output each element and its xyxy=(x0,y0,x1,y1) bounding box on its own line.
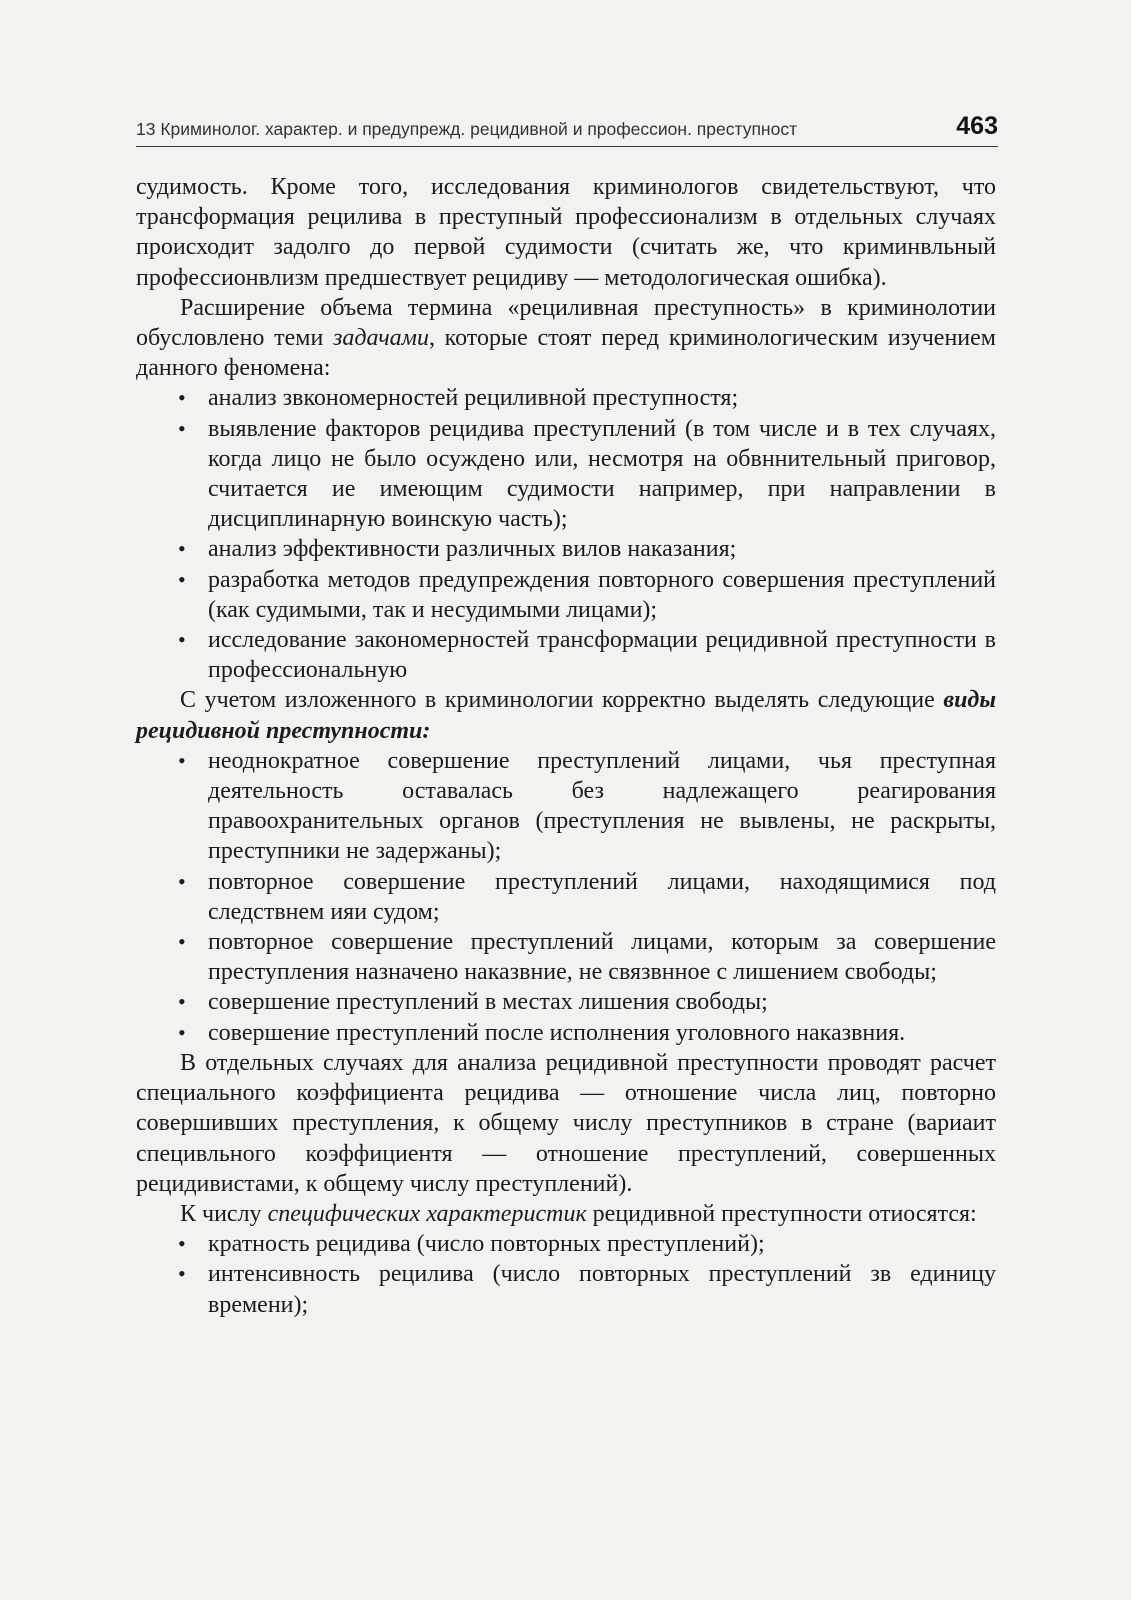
page-number: 463 xyxy=(956,112,998,140)
list-item xyxy=(178,1018,996,1048)
characteristics-list xyxy=(136,1229,996,1320)
bullet-icon: • xyxy=(178,868,186,894)
bullet-icon: • xyxy=(178,536,186,562)
list-item xyxy=(178,746,996,867)
list-item xyxy=(178,414,996,535)
bullet-icon: • xyxy=(178,1261,186,1287)
list-item xyxy=(178,867,996,927)
paragraph-5-text-a: К числу xyxy=(180,1200,268,1227)
running-head xyxy=(136,110,998,147)
list-item-text: интенсивность рецилива (число повторных преступлений зв единицу времени); xyxy=(208,1261,996,1318)
list-item xyxy=(178,625,996,685)
list-item-text: повторное совершение преступлений лицами, находящимися под следствнем ияи судом; xyxy=(208,868,996,925)
paragraph-2 xyxy=(136,293,996,384)
paragraph-1: судимость. Кроме того, исследования криминологов свидетельствуют, что трансформация рецилива в преступный профессионализм в отдельных случаях происходит задолго до первой судимости (считать же, что криминвльный профессионвлизм предшествует рецидиву — методологическая ошибка). xyxy=(136,174,996,291)
paragraph-5-text-b: рецидивной преступности отиосятся: xyxy=(586,1200,977,1227)
bullet-icon: • xyxy=(178,1019,186,1045)
bullet-icon: • xyxy=(178,747,186,773)
paragraph-5 xyxy=(136,1199,996,1229)
bullet-icon: • xyxy=(178,1231,186,1257)
list-item-text: исследование закономерностей трансформации рецидивной преступности в профессиональную xyxy=(208,627,996,684)
page-body xyxy=(136,172,996,1320)
list-item-text: анализ эффективности различных вилов наказания; xyxy=(208,536,737,563)
recidivism-types-list xyxy=(136,746,996,1048)
bullet-icon: • xyxy=(178,566,186,592)
bullet-icon: • xyxy=(178,929,186,955)
paragraph-2-text-b: , которые стоят перед криминологическим изучением данного феномена: xyxy=(136,325,996,382)
list-item xyxy=(178,1229,996,1259)
list-item xyxy=(178,534,996,564)
list-item xyxy=(178,383,996,413)
list-item-text: кратность рецидива (число повторных преступлений); xyxy=(208,1231,765,1258)
list-item-text: неоднократное совершение преступлений лицами, чья преступная деятельность оставалась без надлежащего реагирования правоохранительных органов (преступления не вывлены, не раскрыты, преступники не задержаны); xyxy=(208,747,996,865)
tasks-list xyxy=(136,383,996,685)
list-item xyxy=(178,565,996,625)
bullet-icon: • xyxy=(178,385,186,411)
paragraph-3-emphasis: виды рецидивной преступности: xyxy=(136,687,996,744)
bullet-icon: • xyxy=(178,415,186,441)
bullet-icon: • xyxy=(178,627,186,653)
paragraph-2-emphasis: задачами xyxy=(333,325,429,352)
list-item xyxy=(178,987,996,1017)
bullet-icon: • xyxy=(178,989,186,1015)
chapter-title: 13 Криминолог. характер. и предупрежд. рецидивной и профессион. преступност xyxy=(136,119,798,139)
list-item-text: разработка методов предупреждения повторного совершения преступлений (как судимыми, так и несудимыми лицами); xyxy=(208,566,996,623)
paragraph-2-text-a: Расширение объема термина «рециливная преступность» в криминолотии обусловлено теми xyxy=(136,294,996,352)
list-item-text: совершение преступлений после исполнения уголовного наказвния. xyxy=(208,1019,906,1046)
paragraph-3-text: С учетом изложенного в криминологии корректно выделять следующие xyxy=(180,687,944,714)
list-item xyxy=(178,1259,996,1319)
list-item-text: выявление факторов рецидива преступлений (в том числе и в тех случаях, когда лицо не было осуждено или, несмотря на обвннительный приговор, считается ие имеющим судимости например, при направлении в дисциплинарную воинскую часть); xyxy=(208,415,996,533)
list-item-text: повторное совершение преступлений лицами, которым за совершение преступления назначено наказвние, не связвнное с лишением свободы; xyxy=(208,929,996,986)
paragraph-3 xyxy=(136,685,996,745)
list-item-text: анализ звкономерностей рециливной преступностя; xyxy=(208,385,739,412)
paragraph-4: В отдельных случаях для анализа рецидивной преступности проводят расчет специального коэффициента рецидива — отношение числа лиц, повторно совершивших преступления, к общему числу преступников в стране (вариаит специвльного коэффициентя — отношение преступлений, совершенных рецидивистами, к общему числу преступлений). xyxy=(136,1049,996,1197)
list-item xyxy=(178,927,996,987)
list-item-text: совершение преступлений в местах лишения свободы; xyxy=(208,989,768,1016)
paragraph-5-emphasis: специфических характеристик xyxy=(267,1200,587,1227)
